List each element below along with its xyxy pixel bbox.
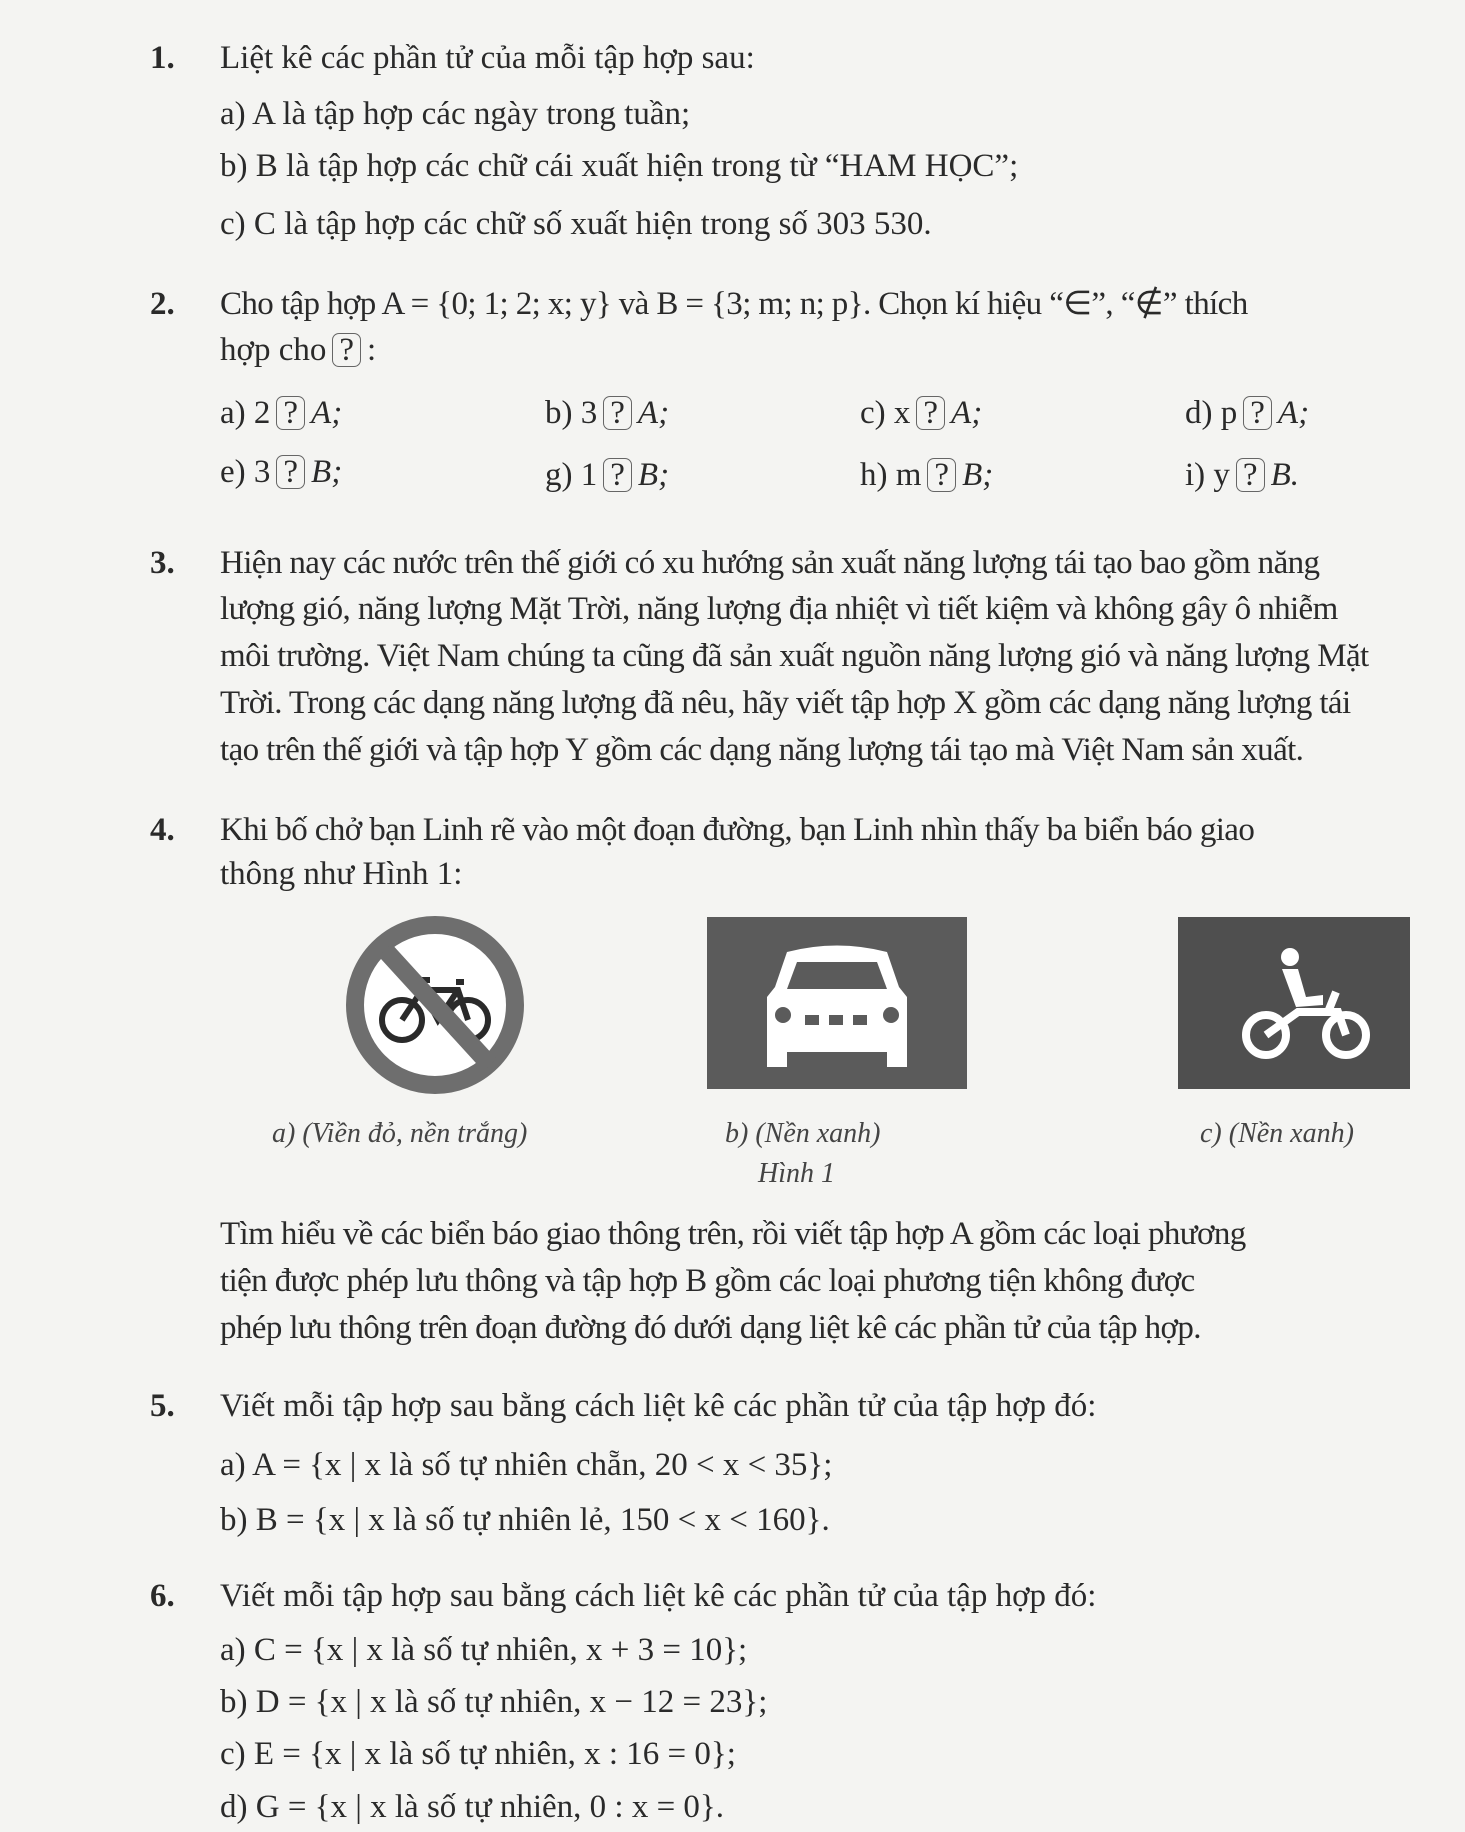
q2-line2-prefix: hợp cho [220, 332, 327, 368]
caption-c: c) (Nền xanh) [1200, 1118, 1354, 1149]
item-set: B; [962, 457, 994, 493]
q1-item-c: c) C là tập hợp các chữ số xuất hiện trong số 303 530. [220, 206, 932, 242]
q2-item-b [545, 393, 669, 433]
no-bicycle-sign-icon [340, 910, 530, 1100]
q6-item-b: b) D = {x | x là số tự nhiên, x − 12 = 23}; [220, 1684, 768, 1720]
q6-item-c: c) E = {x | x là số tự nhiên, x : 16 = 0}; [220, 1736, 736, 1772]
item-prefix: h) m [860, 457, 922, 493]
q5-item-a: a) A = {x | x là số tự nhiên chẵn, 20 < x < 35}; [220, 1447, 833, 1483]
caption-b: b) (Nền xanh) [725, 1118, 881, 1149]
q1-stem: Liệt kê các phần tử của mỗi tập hợp sau: [220, 40, 755, 76]
q3-number: 3. [150, 545, 175, 581]
q4-line: thông như Hình 1: [220, 856, 463, 892]
q6-stem: Viết mỗi tập hợp sau bằng cách liệt kê các phần tử của tập hợp đó: [220, 1578, 1097, 1614]
item-prefix: d) p [1185, 395, 1238, 431]
item-set: B; [637, 457, 670, 493]
item-set: A; [951, 395, 983, 431]
item-prefix: e) 3 [220, 454, 271, 490]
item-set: A; [311, 395, 343, 431]
figure-label: Hình 1 [758, 1158, 835, 1189]
answer-box: ? [1243, 396, 1272, 430]
q1-number: 1. [150, 40, 175, 76]
q5-item-b: b) B = {x | x là số tự nhiên lẻ, 150 < x < 160}. [220, 1502, 830, 1538]
answer-box: ? [916, 396, 945, 430]
answer-box: ? [927, 458, 956, 492]
q2-item-i [1185, 455, 1299, 495]
q3-line: lượng gió, năng lượng Mặt Trời, năng lượng địa nhiệt vì tiết kiệm và không gây ô nhiễm [220, 591, 1338, 627]
answer-box: ? [603, 396, 632, 430]
item-set: B. [1270, 457, 1299, 493]
q2-item-g [545, 455, 669, 495]
item-prefix: a) 2 [220, 395, 271, 431]
q3-line: tạo trên thế giới và tập hợp Y gồm các dạng năng lượng tái tạo mà Việt Nam sản xuất. [220, 732, 1304, 768]
q4-para-line: Tìm hiểu về các biển báo giao thông trên, rồi viết tập hợp A gồm các loại phương [220, 1216, 1246, 1252]
answer-box: ? [332, 333, 361, 367]
q1-item-b: b) B là tập hợp các chữ cái xuất hiện trong từ “HAM HỌC”; [220, 148, 1019, 184]
item-prefix: c) x [860, 395, 911, 431]
q2-line2 [220, 330, 376, 370]
answer-box: ? [603, 458, 632, 492]
answer-box: ? [1236, 458, 1265, 492]
q4-number: 4. [150, 812, 175, 848]
q1-item-a: a) A là tập hợp các ngày trong tuần; [220, 96, 691, 132]
q3-line: Trời. Trong các dạng năng lượng đã nêu, hãy viết tập hợp X gồm các dạng năng lượng tái [220, 685, 1351, 721]
q2-item-a [220, 393, 342, 433]
q2-item-d [1185, 393, 1309, 433]
q2-item-c [860, 393, 982, 433]
q3-line: môi trường. Việt Nam chúng ta cũng đã sản xuất nguồn năng lượng gió và năng lượng Mặt [220, 638, 1369, 674]
q2-line2-suffix: : [367, 332, 377, 368]
q5-number: 5. [150, 1388, 175, 1424]
car-sign-icon [707, 917, 967, 1089]
q2-line1: Cho tập hợp A = {0; 1; 2; x; y} và B = {3; m; n; p}. Chọn kí hiệu “∈”, “∉” thích [220, 286, 1248, 322]
q3-line: Hiện nay các nước trên thế giới có xu hướng sản xuất năng lượng tái tạo bao gồm năng [220, 545, 1320, 581]
q2-item-e [220, 452, 342, 492]
q4-para-line: phép lưu thông trên đoạn đường đó dưới dạng liệt kê các phần tử của tập hợp. [220, 1310, 1201, 1346]
item-set: A; [1277, 395, 1310, 431]
item-prefix: g) 1 [545, 457, 598, 493]
motorbike-sign-icon [1178, 917, 1410, 1089]
q6-number: 6. [150, 1578, 175, 1614]
q6-item-d: d) G = {x | x là số tự nhiên, 0 : x = 0}. [220, 1789, 725, 1825]
item-prefix: b) 3 [545, 395, 598, 431]
item-set: A; [637, 395, 670, 431]
q5-stem: Viết mỗi tập hợp sau bằng cách liệt kê các phần tử của tập hợp đó: [220, 1388, 1097, 1424]
q6-item-a: a) C = {x | x là số tự nhiên, x + 3 = 10}; [220, 1632, 748, 1668]
item-prefix: i) y [1185, 457, 1230, 493]
q4-para-line: tiện được phép lưu thông và tập hợp B gồm các loại phương tiện không được [220, 1263, 1195, 1299]
answer-box: ? [276, 455, 305, 489]
q2-item-h [860, 455, 993, 495]
item-set: B; [311, 454, 343, 490]
answer-box: ? [276, 396, 305, 430]
caption-a: a) (Viền đỏ, nền trắng) [272, 1118, 528, 1149]
q2-number: 2. [150, 286, 175, 322]
q4-line: Khi bố chở bạn Linh rẽ vào một đoạn đường, bạn Linh nhìn thấy ba biển báo giao [220, 812, 1255, 848]
